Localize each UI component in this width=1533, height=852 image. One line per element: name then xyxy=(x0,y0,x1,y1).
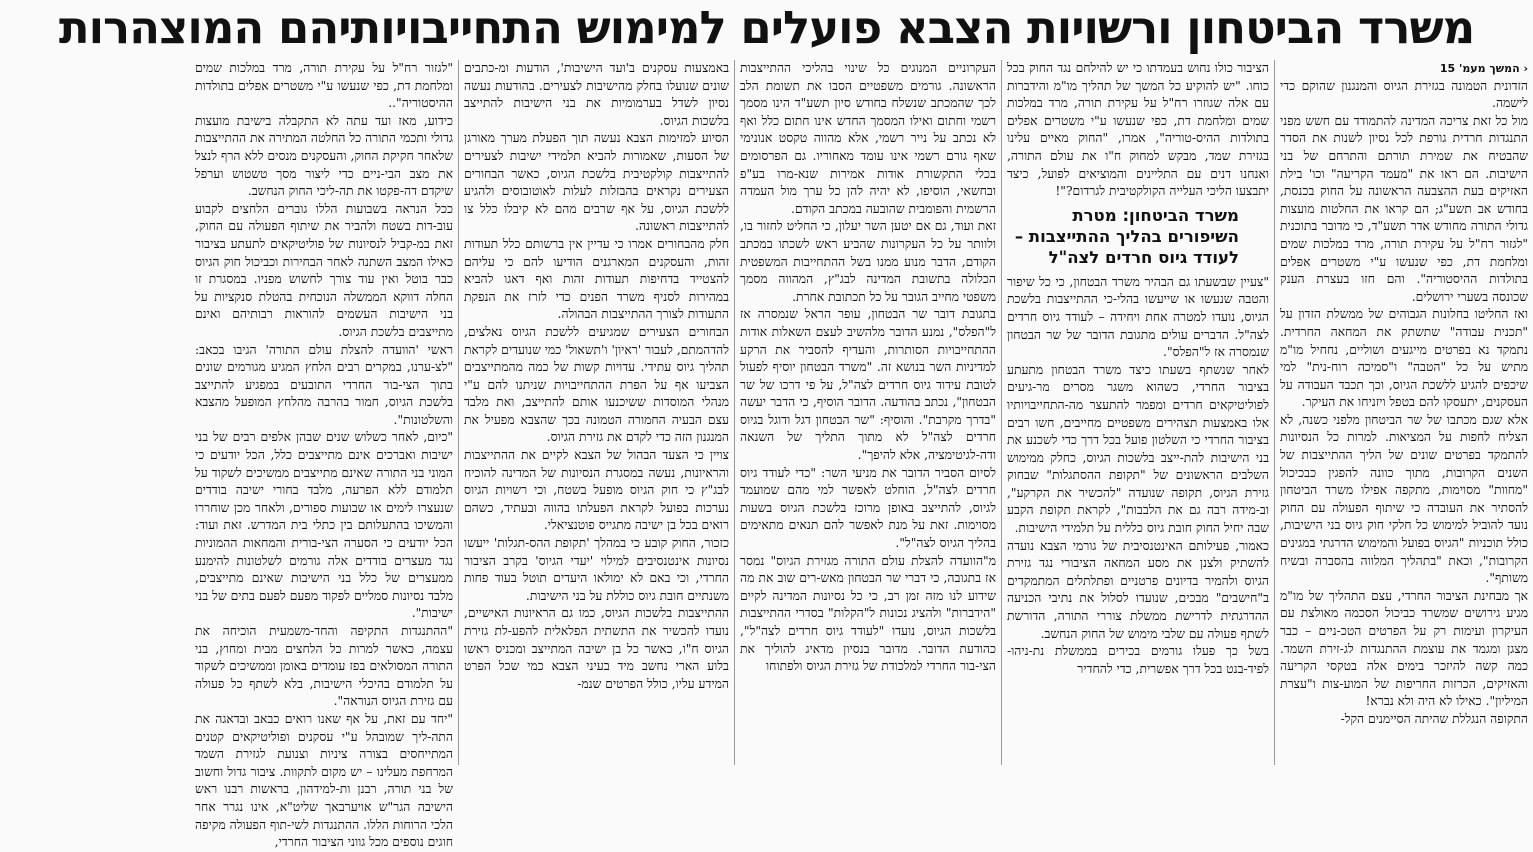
subheading: משרד הביטחון: מטרת השיפורים בהליך ההתייצבות – לעודד גיוס חרדים לצה"ל xyxy=(1014,205,1239,267)
paragraph: הזדונית הטמונה בגזירת הגיוס והמנגנון שהוקם כדי לישמה. xyxy=(1280,78,1528,111)
paragraph: חלק מהבחורים אמרו כי עדיין אין ברשותם כלל תעודות זהות, והעסקנים המארגנים הודיעו להם כי עליהם להצטייד בדחיפות תעודות זהות ואף דאגו להביא במהירות לסניף משרד הפנים כדי לזרז את הנפקת התעודות לצורך ההתייצבות הבהולה. xyxy=(464,236,729,322)
column-3 xyxy=(735,60,1001,765)
paragraph: כזכור, החוק קובע כי במהלך 'תקופת ההס-תגלות' ייעשו נסיונות אינטנסיבים למילוי 'יעדי הגיוס' בקרב הציבור החרדי, וכי באם לא ימולאו היעדים תוטל בעוד פחות משנתיים חובת גיוס כוללת על בני הישיבות. xyxy=(464,536,729,603)
paragraph: לאחר שנשתף בשעתו כיצד משרד הבטחון מתעתע בציבור החרדי, כשהוא משגר מסרים מר-גיעים לפוליטיקאים חרדים ומפמר להתעצר מה-התחייבויותיו אלו באמצעות תצהירים משפטיים מחייבים, חשו רבים בציבור החרדי כי השלטון פועל בכל דרך כדי לשכנע את בני הישיבות להת-ייצב בלשכות הגיוס, כחלק ממימוש השלבים הראשונים של "תקופת ההסתגלות" שבחוק גזירת הגיוס, תקופה שנועדה "להכשיר את הקרקע", וב-מידה רבה גם את הלבבות", לקראת תקופת הקבע שבה יחיל החוק חובת גיוס כללית על תלמידי הישיבות. xyxy=(1007,362,1269,536)
paragraph: "לגזור רח"ל על עקירת תורה, מרד במלכות שמים ומלחמת דת, כפי שנעשו ע"י משטרים אפלים בתולדות ההיסטוריה".. xyxy=(195,61,453,111)
headline: משרד הביטחון ורשויות הצבא פועלים למימוש התחייבויותיהם המוצהרות xyxy=(58,1,1475,54)
paragraph: אך מבחינת הציבור החרדי, עצם התהליך של מו"מ מגיע גירושים שמשרד כביכול הסכמה מאולצת עם העיקרון ועימות רק על הפרטים הטכ-ניים – כבר מצגן ומגמד את עוצמת ההתנגדות לג-זירת השמד. כמה קשה להיזכר בימים אלה בטקסי הקריעה והאזיקים, הכרזות החריפות של המוע-צות ו"עצרת המיליון". כאילו לא היה ולא נברא! xyxy=(1280,588,1528,709)
column-divider xyxy=(1274,60,1275,765)
paragraph: התקופה הנגללת שהיתה הסיימנים הקל- xyxy=(1340,711,1528,726)
paragraph: כאמור, פעילותם האינטנסיבית של גורמי הצבא נועדה להשתיק ולצנן את מסע המחאה הציבורי נגד גזירת הגיוס ולהמיר בדיונים פרטניים ופתלתלים המתמקדים ב"חישבים" מבכים, שנועדו לסלול את נתיבי הכניעה ההדרגתית לדרישת ממשלת צוררי התורה, הדורשת לשתף פעולה עם שלבי מימוש של החוק הנחשב. xyxy=(1007,538,1269,641)
paragraph: לסיום הסביר הדובר את מניעי השר: "כדי לעודד גיוס חרדים לצה"ל, הוחלט לאפשר למי מהם שמועמד לגיוס, להתייצב באופן מרוכז בלשכת הגיוס בשעות מסוימות. זאת על מנת לאפשר להם תנאים מתאימים בהליך הגיוס לצה"ל". xyxy=(740,465,996,551)
paragraph: ההתייצבות בלשכות הגיוס, כמו גם הראיונות האישיים, נועדו להכשיר את התשתית הפלאלית להפע-לת גזירת הגיוס ח"ו, כאשר כל בן ישיבה המתייצב ומכניס ראשו בלוע הארי נחשב מיד בעיני הצבא כמי שכל הפרט המידע עליו, כולל הפרטים שנמ- xyxy=(464,606,729,691)
paragraph: "צעיין שבשעתו גם הבהיר משרד הבטחון, כי כל שיפור והטבה שנעשו או שייעשו בהלי-כי ההתייצבות בלשכת הגיוס, נועדו למטרה אחת ויחידה – לעודד גיוס חרדים לצה"ל. הדברים עולים מתגובת הדובר של שר הבטחון שנמסרה אז ל"הפלס". xyxy=(1007,274,1269,360)
column-divider xyxy=(734,60,735,765)
column-1 xyxy=(1275,60,1533,765)
paragraph: ראשי 'הוועדה להצלת עולם התורה' הגיבו בכאב: "לצ-ערנו, במקרים רבים הלחץ המגיע מגורמים שונים בתוך הצי-בור החרדי התובעים במפגיע להתייצב בלשכת הגיוס, חמור בהרבה מהלחץ המופעל מהצבא והשלטונות". xyxy=(195,342,453,427)
paragraph: "ההתנגדות התקיפה והחד-משמעית הוכיחה את עצמה, כאשר למרות כל הלחצים מבית ומחוץ, בני התורה המסולאים בפז עומדים באומן וממשיכים לשקוד על תלמודם בהיכלי הישיבות, בלא לשתף כל פעולה עם גזירת הגיוס הנוראה". xyxy=(195,624,453,709)
column-4 xyxy=(459,60,734,765)
column-divider xyxy=(458,60,459,765)
paragraph: הסיוע למזימות הצבא נעשה תוך הפעלת מערך מאורגן של הסעות, שאמורות להביא תלמידי ישיבות לצעירים להתייצבות קולקטיבית בלשכת הגיוס, כאשר הבחורים הצעירים נקראים בהבזלות לעלות לאוטובוסים ולהגיע ללשכת הגיוס, על אף שרבים מהם לא קיבלו כלל צו להתייצבות ראשונה. xyxy=(464,131,729,234)
paragraph: מול כל זאת צריכה המדינה להתמודד עם חשש מפני התנגדות חרדית גורפת לכל נסיון לשנות את הסדר שהבטיח את שמירת תורתם והתרחם של בני הישיבות. הם ראו את "מעמד הקריעה" וכו' בילת האזיקים בעת ההצבעה הראשונה על החוק בכנסת, בחודש אב תשע"ג; הם קראו את החלטות מועצות גדולי התורה מחודש אדר תשע"ד, כי מדובר בתוכנית "לגזור רח"ל על עקירת תורה, מרד במלכות שמים ומלחמת דת, כפי שנעשו ע"י משטרים אפלים בתולדות ההיסטוריה". והם חזו בעצרת הענק שכונסה בשערי ירושלים. xyxy=(1280,113,1528,304)
continued-marker: ‹ המשך מעמ' 15 xyxy=(1439,62,1528,75)
article-columns xyxy=(0,60,1533,850)
paragraph: ואז החליטו בחלונות הגבוהים של ממשלת הזדון על "תכנית עבודה" שתשתק את המחאה החרדית. נתמקד נא בפרטים מייגעים ושוליים, נחחיל מו"מ מתיש על כל "הטבה" ו"סמיכה רוח-נית" למי שיכפים להגיע ללשכת הגיוס, וכך תכבד העבודה על העסקנים, יתעסקו להם בטפל ויזניחו את העיקר. xyxy=(1280,307,1528,410)
paragraph: הבחורים הצעירים שמגיעים ללשכת הגיוס נאלצים, להדהמתם, לעבור 'ראיון' ו'תשאול' כמי שנועדים לקראת תהליך גיוס עתידי. עדויות קשות של כמה מהמתייצבים הצביעו אף על הפרת ההתחייבויות שניתנו להם ע"י מנהלי המוסדות ששיכנעו אותם להתייצב, ואת מלבד עצם הבעיה החמורה הטמונה בכך שהצבא מפעיל את המנגנון הזה כדי לקדם את גזירת הגיוס. xyxy=(464,324,729,445)
paragraph: העקרוניים המנוגים כל שינוי בהליכי ההתייצבות הראשונה. גורמים משפטיים הסבו את תשומת הלב לכך שהמכתב שנשלח בחודש סיון תשע"ד הינו מסמך רשמי וחתום ואילו המסמך החדש אינו חתום כלל ואף לא נכתב על נייר רשמי, אלא מהווה טקסט אנונימי שאף גורם רשמי אינו עומד מאחוריו. גם הפרסומים בכלי התקשורת אודות אמירות שנא-מרו בע"פ ובחשאי, הוסיפו, לא יהיה להן כל ערך מול העמדה הרשמית והפומבית שהובעה במכתב הקודם. xyxy=(740,61,996,216)
paragraph: "יחד עם זאת, על אף שאנו רואים כבאב ובדאגה את התה-ליך שמובהל ע"י עסקנים ופוליטיקאים קטנים המתייחסים בצורה ציניות וצנועת לגזירת השמד המרחפת מעלינו – יש מקום לתקוות. ציבור גדול וחשוב של בני תורה, רבנן ות-למידהון, בראשות רבנו ראש הישיבה הגר"ש אויערבאך שליט"א, אינו נגרר אחר הלכי הרוחות הללו. ההתנגדות לשי-תוף הפעולה מקיפה חוגים נוספים מכל גווני הציבור החרדי, xyxy=(195,711,453,850)
paragraph: בתגובת דובר שר הבטחון, עופר הראל שנמסרה אז ל"הפלס", נמנע הדובר מלהשיב לעצם השאלות אודות ההתחייבויות הסותרות, והעדיף להסביר את הרקע למדיניות השר בנושא זה. "משרד הבטחון יוסיף לפעול לטובת עידוד גיוס חרדים לצה"ל, על פי דרכו של שר הבטחון", נכתב בהודעה. הדובר הוסיף, כי הדבר יעשה "בדרך מקרבת". והוסיף: "שר הבטחון דגל ודוגל בגיוס חרדים לצה"ל לא מתוך התליך של השנאה ודה-לגיטימציה, אלא להיפך". xyxy=(740,307,996,463)
paragraph: מ"הוועדה להצלת עולם התורה מגזירת הגיוס" נמסר אז בתגובה, כי דברי שר הבטחון מאש-רים שוב את מה שידוע לנו מזה זמן רב, כי כל נסיונות המדינה לקיים "הידברות" ולהציג נכונות ל"הקלות" בסדרי ההתייצבות בלשכות הגיוס, נועדו "לעודד גיוס חרדים לצה"ל", כהודעת הדובר. מדובר בנסיון מדאיג להוליך את הצי-בור החרדי למלכודת של גזירת הגיוס ולפתוחו xyxy=(740,553,996,674)
column-1-body xyxy=(1280,78,1528,729)
paragraph: באמצעות עסקנים ב'ועד הישיבות', הודעות ומ-כתבים שונים שנועלו בחלק מהישיבות לצעירים. בהודעות נעשה נסיון לשדל בערמומיות את בני הישיבות להתייצב בלשכות הגיוס. xyxy=(464,61,729,128)
paragraph: בשל כך פעלו גורמים בכירים בממשלת נת-ניהו- לפיד-בנט בכל דרך אפשרית, כדי להחדיר xyxy=(1007,644,1269,676)
paragraph: אלא שגם מכתבו של שר הביטחון מלפני כשנה, לא הצליח לחפות על המציאות. למרות כל הנסיונות להתמקד בפרטים שונים של הליך ההתייצבות של השנים הקרובות, מתוך כוונה להפגין כבכיכול "מחוות" מסוימות, מתקפה אפילו משרד הביטחון להסתיר את העובדה כי שיתוף הפעולה עם החוק נועד להוביל למימוש כל חלקי חוק גיוס בני הישיבות, כולל תוכניות "הגיוס בפועל והמימוש הדרגתי במגינים הקרובות", וכאת "בתהליך המלווה בהסברה ובשיח משותף". xyxy=(1280,412,1528,586)
paragraph: "כיום, לאחר כשלוש שנים שבהן אלפים רבים של בני ישיבות ואברכים אינם מתייצבים כלל, הכל יודעים כי המוני בני התורה שאינם מתייצבים ממשיכים לשקוד על תלמודם ללא הפרעה, מלבד בחורי ישיבה בודדים שנעצרו לימים או שבועות ספורים, ולאחר מכן שוחררו והמשיכו בהתעלותם בין כתלי בית המדרש. זאת ועוד: הכל יודעים כי הסערה הצי-בורית והמחאות ההמוניות נגד מעצרים בודדים אלה גורמים לשלטונות להימנע ממעצרים של כלל בני הישיבות שאינם מתייצבים, מלבד נסיונות סמליים לפקוד מפעם לפעם בתים של בני ישיבות". xyxy=(195,430,453,621)
column-2 xyxy=(1002,60,1274,765)
paragraph: ככל הנראה בשבועות הללו גוברים הלחצים לקבוע עוב-דות בשטח ולהביר את שיתוף הפעולה עם החוק, זאת במ-קביל לנסיונות של פוליטיקאים לתעתע בציבור כאילו המצב השתנה לאחר הבחירות וכביכול חוק הגיוס כבר בוטל ואין עוד צורך לחשוש מפניו. במסגרת זו החלה דווקא הממשלה הנוכחית בהטלת סנקציות על בני הישיבות העשמים להוראות רבותיהם ואינם מתייצבים בלשכת הגיוס. xyxy=(195,201,453,339)
paragraph: צויין כי הצעד הבהול של הצבא לקיים את ההתייצבות והראיונות, נעשה במסגרת הנסיונות של המדינה להוכיח לבג"ץ כי חוק הגיוס מופעל בשטח, וכי רשויות הגיוס נערכות בפועל לקראת הפעלתו בהווה ובעתיד, כשהם רואים בכל בן ישיבה מתגייס פוטנציאלי. xyxy=(464,448,729,533)
paragraph: כידוע, מאז ועד עתה לא התקבלה בישיבת מועצות גדולי ותכמי התורה כל החלטה המתירה את ההתייצבות שלאחר חקיקת החוק, והעסקנים מנסים ללא הרף לנצל את מצב הבי-ניים כדי ליצור מסך טשטוש וערפל שיקדם דה-פקטו את תה-ליכי החוק הנחשב. xyxy=(194,113,453,199)
column-5 xyxy=(190,60,458,850)
paragraph: זאת ועוד, גם אם יטען השר יעלון, כי החליט לחזור בו, ולוותר על כל העקרונות שהביע ראש לשכתו במכתב הקודם, הדבר מנוע ממנו בשל ההתחייבות המשפטית הכלולה בתשובת המדינה לבג"ץ, המהווה מסמך משפטי מחייב הגובר על כל תכתובת אחרת. xyxy=(740,219,996,304)
column-divider xyxy=(1001,60,1002,765)
paragraph: הציבור כולו נחוש בעמדתו כי יש להילחם נגד החוק בכל כוחו. "יש להוקיע כל המשך של תהליך מו"מ והידברות עם אלה שגוזרו רח"ל על עקירת תורה, מרד במלכות שמים ומלחמת דת, כפי שנעשו ע"י משטרים אפלים בתולדות ההיס-טוריה", אמרו, "החוק מאיים עלינו בגזירת שמד, מבקש למחוק ח"ו את עולם התורה, ואנחנו דנים עם התליינים והמוציאים לפועל, כיצד יתבצעו הליכי העלייה הקולקטיבית לגרדום?"! xyxy=(1007,61,1269,199)
